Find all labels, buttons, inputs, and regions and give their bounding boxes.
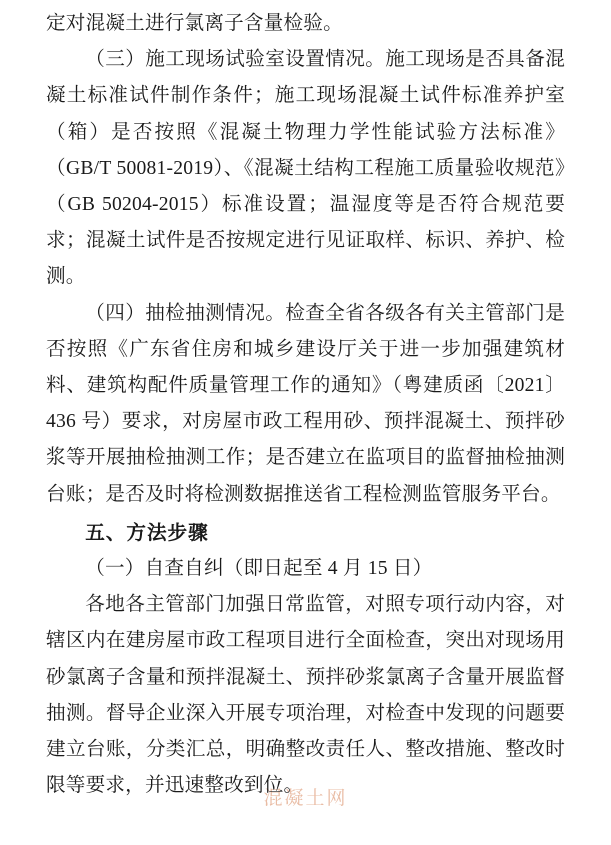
paragraph-chloride-inspection: 定对混凝土进行氯离子含量检验。 [46,13,343,34]
paragraph-spot-check: （四）抽检抽测情况。检查全省各级各有关主管部门是否按照《广东省住房和城乡建设厅关于进一步加强建筑材料、建筑构配件质量管理工作的通知》（粤建质函〔2021〕436 号）要求，对房屋市政工程用砂、预拌混凝土、预拌砂浆等开展抽检抽测工作；是否建立在监项目的监督抽检抽测台账；是否及时将检测数据推送省工程检测监管服务平台。 [46,302,565,505]
paragraph-self-inspection-body: 各地各主管部门加强日常监管，对照专项行动内容，对辖区内在建房屋市政工程项目进行全面检查，突出对现场用砂氯离子含量和预拌混凝土、预拌砂浆氯离子含量开展监督抽测。督导企业深入开展专项治理，对检查中发现的问题要建立台账，分类汇总，明确整改责任人、整改措施、整改时限等要求，并迅速整改到位。 [46,594,565,797]
document-body [46,6,565,804]
paragraph-site-lab-setup: （三）施工现场试验室设置情况。施工现场是否具备混凝土标准试件制作条件；施工现场混凝土试件标准养护室（箱）是否按照《混凝土物理力学性能试验方法标准》（GB/T 50081-2019）、《混凝土结构工程施工质量验收规范》（GB 50204-2015）标准设置；温湿度等是否符合规范要求；混凝土试件是否按规定进行见证取样、标识、养护、检测。 [46,49,565,288]
watermark-text: 混凝土网 [263,788,348,809]
section-heading-methods-steps: 五、方法步骤 [85,521,209,544]
subsection-heading-self-inspection: （一）自查自纠（即日起至 4 月 15 日） [85,558,433,580]
